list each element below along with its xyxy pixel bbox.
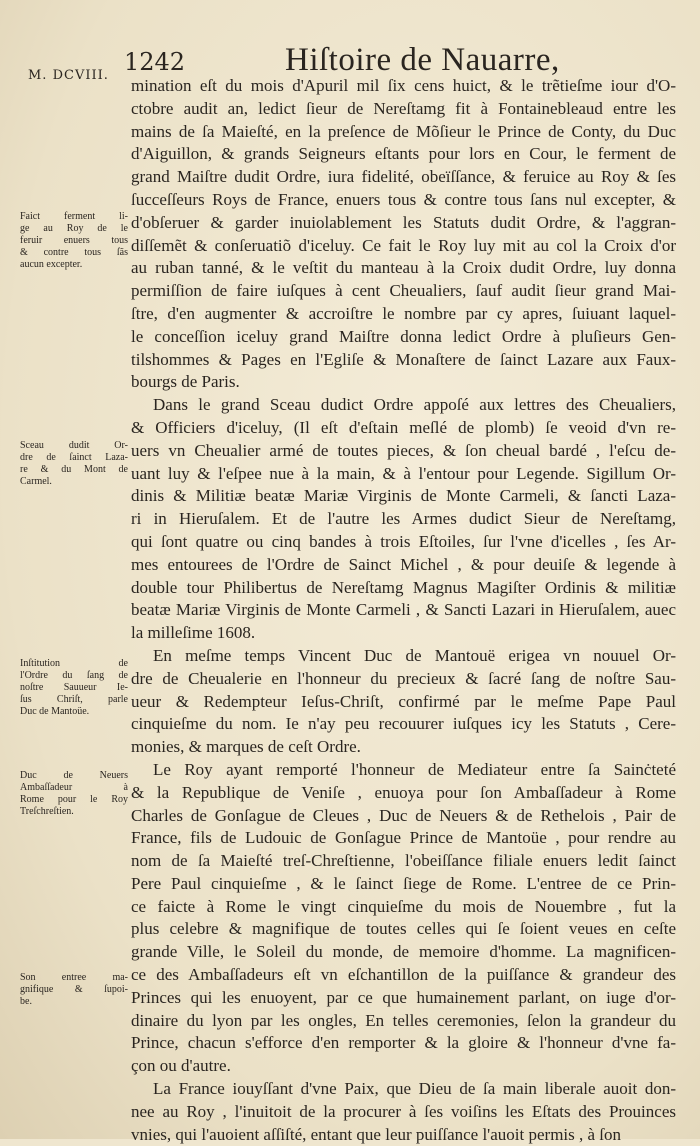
margin-note-line: dre de ſainct Laza- [20,452,128,463]
margin-note-line: l'Ordre du ſang de [20,670,128,681]
running-title: Hiſtoire de Nauarre, [285,42,560,78]
margin-note-line: Carmel. [20,476,52,487]
text-line: En meſme temps Vincent Duc de Mantouë erigea vn nouuel Or- [153,645,676,665]
text-line: dre de Cheualerie en l'honneur du precieux & ſacré ſang de noſtre Sau- [131,668,676,688]
text-line: çon ou d'autre. [131,1056,231,1076]
text-line: & Officiers d'iceluy, (Il eſt d'eſtain meſlé de plomb) ſe veoid d'vn re- [131,417,676,437]
margin-note-line: Faict ferment li- [20,211,128,222]
margin-note [20,972,128,1008]
text-line: grande Ville, le Soleil du monde, de memoire d'homme. La magnificen- [131,942,676,962]
margin-note-line: ſus Chriſt, parle [20,694,128,705]
text-line: ſucceſſeurs Roys de France, enuers tous & contre tous ſans nul excepter, & [131,189,676,209]
text-line: plus celebre & magnifique de toutes celles qui ſe ſoient veues en ceſte [131,919,676,939]
margin-note-line: Duc de Mantoüe. [20,706,90,717]
text-line: & la Republique de Veniſe , enuoya pour ſon Ambaſſadeur à Rome [131,782,676,802]
text-line: cinquieſme du nom. Ie n'ay peu recouurer iuſques icy les Statuts , Cere- [131,714,676,734]
text-line: ri in Hieruſalem. Et de l'autre les Armes dudict Sieur de Nereſtamg, [131,509,676,529]
text-line: diſſemẽt & conſeruatiõ d'iceluy. Ce fait le Roy luy mit au col la Croix d'or [131,235,676,255]
text-line: France, fils de Ludouic de Gonſague Prince de Mantoüe , pour rendre au [131,828,676,848]
text-line: beatæ Mariæ Virginis de Monte Carmeli , & Sancti Lazari in Hieruſalem, auec [131,600,676,620]
text-line: ce faicte à Rome le vingt cinquieſme du mois de Nouembre , fut la [131,896,676,916]
margin-note [20,211,128,271]
text-line: nee au Roy , l'inuitoit de la procurer à ſes voiſins les Eſtats des Prouinces [131,1101,676,1121]
text-line: permiſſion de faire iuſques à cent Cheualiers, ſauf audit ſieur grand Mai- [131,281,676,301]
text-line: la milleſime 1608. [131,623,256,643]
text-line: mains de ſa Maieſté, en la preſence de Mõſieur le Prince de Conty, du Duc [131,121,676,141]
text-line: nom de ſa Maieſté treſ-Chreſtienne, l'obeiſſance filiale enuers ledit ſainct [131,851,676,871]
text-line: La France iouyſſant d'vne Paix, que Dieu de ſa main liberale auoit don- [153,1079,676,1099]
page-header [0,28,700,83]
text-line: uers vn Cheualier armé de toutes pieces, & ſon cheual bardé , l'eſcu de- [131,440,676,460]
text-line: vnies, qui l'auoient aſſiſté, entant que leur puiſſance l'auoit permis , à ſon [131,1124,622,1144]
text-line: dinis & Militiæ beatæ Mariæ Virginis de Monte Carmeli, & ſancti Laza- [131,486,676,506]
margin-note-line: Duc de Neuers [20,770,128,781]
text-line: bourgs de Paris. [131,372,240,392]
text-line: Charles de Gonſague de Cleues , Duc de Neuers & de Rethelois , Pair de [131,805,676,825]
text-line: Le Roy ayant remporté l'honneur de Mediateur entre ſa Sainċteté [153,759,676,779]
text-line: double tour Philibertus de Nereſtamg Magnus Magiſter Ordinis & militiæ [131,577,676,597]
margin-note-line: aucun excepter. [20,259,83,270]
text-line: monies, & marques de ceſt Ordre. [131,737,361,757]
margin-note-line: ge au Roy de le [20,223,128,234]
main-text-block [131,75,676,1146]
margin-note-line: gnifique & ſupoi- [20,984,128,995]
text-line: mes entourees de l'Ordre de Sainct Michel , & pour deuiſe & legende à [131,554,676,574]
text-line: grand Maiſtre dudit Ordre, iura fidelité, obeïſſance, & feruice au Roy & ſes [131,167,676,187]
text-line: Prince, chacun s'efforce d'en remporter & la gloire & l'honneur d'vne fa- [131,1033,676,1053]
text-line: au ruban tanné, & le veſtit du manteau à la Croix dudit Ordre, luy donna [131,258,676,278]
text-line: uant luy & l'eſpee nue à la main, & à l'entour pour Legende. Sigillum Or- [131,463,676,483]
page-number: 1242 [124,48,186,76]
text-line: ueur & Redempteur Ieſus-Chriſt, confirmé par le meſme Pape Paul [131,691,676,711]
margin-note [20,770,128,818]
margin-note [20,440,128,488]
text-line: Dans le grand Sceau dudict Ordre appoſé aux lettres des Cheualiers, [153,395,676,415]
margin-note-line: feruir enuers tous [20,235,128,246]
year-heading: M. DCVIII. [28,68,109,83]
text-line: Princes qui les enuoyent, par ce que humainement parlant, on iuge d'or- [131,987,676,1007]
text-line: tilshommes & Pages en l'Egliſe & Monaſtere de ſainct Lazare aux Faux- [131,349,676,369]
margin-note-line: Ambaſſadeur à [20,782,128,793]
margin-note-line: noſtre Sauueur Ie- [20,682,128,693]
margin-note-line: be. [20,996,32,1007]
text-line: d'obſeruer & garder inuiolablement les Statuts dudit Ordre, & l'aggran- [131,212,676,232]
margin-note-line: Son entree ma- [20,972,128,983]
text-line: mination eſt du mois d'Apuril mil ſix cens huict, & le trẽtieſme iour d'O- [131,76,676,95]
text-line: Pere Paul cinquieſme , & le ſainct ſiege de Rome. L'entree de ce Prin- [131,873,676,893]
margin-note-line: & contre tous ſãs [20,247,128,258]
text-line: ſtre, d'en augmenter & accroiſtre le nombre par cy apres, ſuiuant laquel- [131,303,676,323]
text-line: ctobre audit an, ledict ſieur de Nereſtamg fit à Fontainebleaud entre les [131,98,676,118]
text-line: qui ſont quatre ou cinq bandes à trois Eſtoiles, ſur l'vne d'icelles , ſes Ar- [131,531,676,551]
margin-note-line: Rome pour le Roy [20,794,128,805]
margin-note-line: Treſchreſtien. [20,806,74,817]
text-line: d'Aiguillon, & grands Seigneurs eſtants pour lors en Cour, le ferment de [131,144,676,164]
margin-note-line: Sceau dudit Or- [20,440,128,451]
margin-note-line: re & du Mont de [20,464,128,475]
margin-note-line: Inſtitution de [20,658,128,669]
text-line: dinaire du lyon par les ongles, En telles ceremonies, ſelon la grandeur du [131,1010,676,1030]
margin-note [20,658,128,718]
text-line: ce des Ambaſſadeurs eſt vn eſchantillon de la puiſſance & grandeur des [131,965,676,985]
text-line: le conceſſion iceluy grand Maiſtre donna ledict Ordre à pluſieurs Gen- [131,326,676,346]
